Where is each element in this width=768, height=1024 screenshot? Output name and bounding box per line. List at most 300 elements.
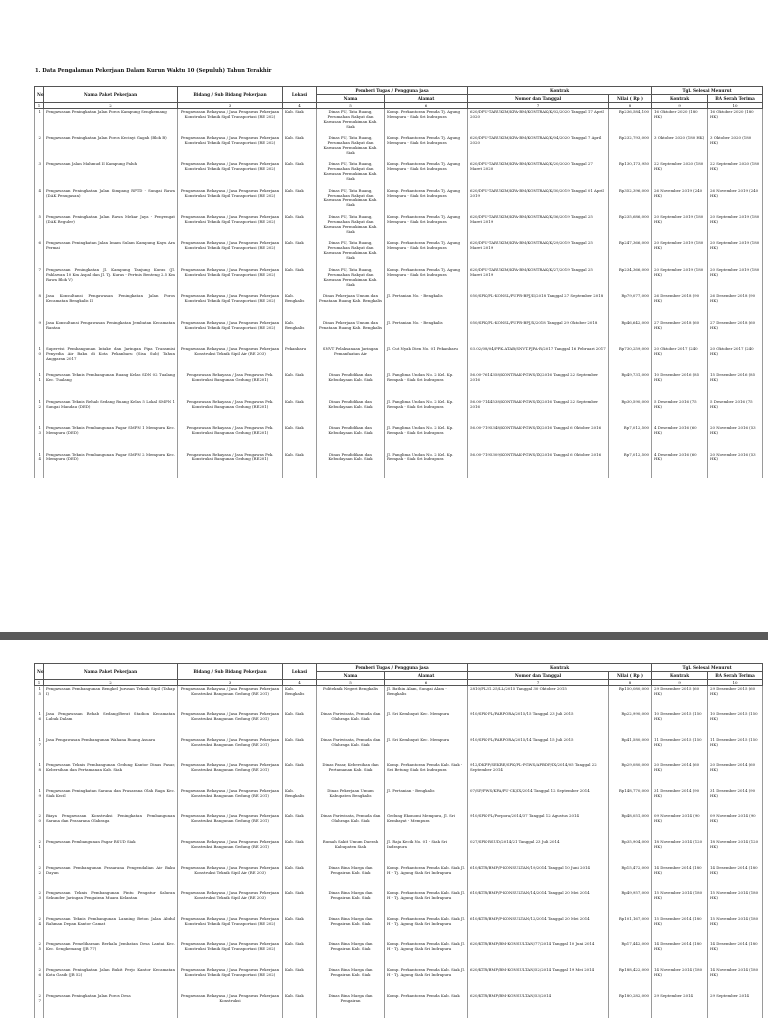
cell-paket: Pengawasan Teknis Pembangunan Lanning Beton Jalan Abdul Rahman Depan Kantor Camat	[44, 916, 178, 942]
cell-bidang: Pengawasan Rekayasa / Jasa Pengawas Pekerjaan Konstruksi Teknik Sipil Transportasi (RE 202)	[178, 967, 283, 993]
cell-bidang: Pengawasan Rekayasa / Jasa Pengawas Pekerjaan Konstruksi Teknik Sipil Transportasi (RE 202)	[178, 135, 283, 161]
cell-nilai: Rp30,590,000	[609, 399, 652, 425]
cell-lokasi: Kab. Siak	[283, 214, 317, 240]
cell-ba-date: 31 Desember 2014 (90 HK)	[708, 788, 763, 814]
cell-ba-date: 29 September 2014	[708, 993, 763, 1019]
cell-nomor: 620/KTR/BMP/BM-KONSULTAN/53/2014	[468, 993, 609, 1019]
cell-paket: Pengawasan Peningkatan Jl. Kampung Tanjung Kuras (Jl. Pahlawan 10 Km Aspal dan Jl. Tj. Kuras - Pertnis Benteng 2.5 Km Rawa Blok V)	[44, 267, 178, 293]
cell-nilai: Rp234,366,000	[609, 267, 652, 293]
cell-no: 12	[35, 399, 44, 425]
cell-ba-date: 14 November 2014 (180 HK)	[708, 967, 763, 993]
cell-alamat: Jl. Sri Kembayat Kec. Mempura	[385, 711, 468, 737]
cell-bidang: Pengawasan Rekayasa / Jasa Pengawas Pekerjaan Konstruksi Teknik Sipil Transportasi (RE 202)	[178, 109, 283, 135]
cell-instansi: Dinas Bina Marga dan Pengairan Kab. Siak	[317, 967, 385, 993]
cell-kontrak-date: 4 Desember 2016 (60 HK)	[652, 425, 708, 451]
col-number: 1	[35, 103, 44, 109]
cell-bidang: Pengawasan Rekayasa / Jasa Pengawas Pekerjaan Konstruksi Teknik Sipil Transportasi (RE 202)	[178, 941, 283, 967]
header-bidang: Bidang / Sub Bidang Pekerjaan	[178, 664, 283, 680]
cell-ba-date: 15 November 2014 (180 HK)	[708, 890, 763, 916]
cell-nomor: 620/DPU-TARUKIM/KPA-BM/KONTRAK/K/20/2020 Tanggal 27 Maret 2020	[468, 161, 609, 187]
cell-ba-date: 10 Desember 2015 (150 HK)	[708, 711, 763, 737]
cell-bidang: Pengawasan Rekayasa / Jasa Pengawas Pekerjaan Konstruksi Teknik Sipil Transportasi (RE 202)	[178, 320, 283, 346]
cell-alamat: Jl. Sri Kembayat Kec. Mempura	[385, 737, 468, 763]
cell-no: 18	[35, 762, 44, 788]
cell-nomor: 610/KTR/BMP/P-KONSULTAN/12/2014 Tanggal 20 Mei 2014	[468, 916, 609, 942]
cell-ba-date: 5 Desember 2016 (75 HK)	[708, 399, 763, 425]
cell-paket: Pengawasan Jalan Mahmud II Kampung Paluh	[44, 161, 178, 187]
cell-no: 11	[35, 372, 44, 398]
cell-lokasi: Kab. Siak	[283, 372, 317, 398]
col-number: 10	[708, 103, 763, 109]
cell-bidang: Pengawasan Rekayasa / Jasa Pengawas Pekerjaan Konstruksi	[178, 993, 283, 1019]
col-number: 6	[385, 103, 468, 109]
cell-ba-date: 20 September 2019 (180 HK)	[708, 267, 763, 293]
table-row	[35, 865, 763, 891]
cell-no: 15	[35, 686, 44, 712]
cell-kontrak-date: 20 September 2019 (180 HK)	[652, 267, 708, 293]
cell-ba-date: 27 Desember 2018 (60 HK)	[708, 320, 763, 346]
cell-kontrak-date: 20 September 2019 (180 HK)	[652, 240, 708, 266]
cell-ba-date: 15 Desember 2016 (85 HK)	[708, 372, 763, 398]
cell-no: 6	[35, 240, 44, 266]
cell-no: 3	[35, 161, 44, 187]
table-row	[35, 813, 763, 839]
cell-ba-date: 22 September 2020 (180 HK)	[708, 161, 763, 187]
cell-lokasi: Kab. Siak	[283, 993, 317, 1019]
cell-nomor: 610/KTR/BMP/P-KONSULTAN/19/2014 Tanggal 10 Juni 2014	[468, 865, 609, 891]
cell-nilai: Rp247,366,000	[609, 240, 652, 266]
table-row	[35, 214, 763, 240]
cell-no: 21	[35, 839, 44, 865]
col-number: 6	[385, 680, 468, 686]
table-row	[35, 452, 763, 478]
cell-instansi: Dinas Pendidikan dan Kebudayaan Kab. Siak	[317, 452, 385, 478]
cell-kontrak-date: 14 Desember 2014 (180 HK)	[652, 865, 708, 891]
cell-kontrak-date: 14 November 2014 (180 HK)	[652, 967, 708, 993]
cell-nomor: 56.00-7614358/KONTRAK-PGWS/IX/2016 Tanggal 22 September 2016	[468, 372, 609, 398]
cell-no: 7	[35, 267, 44, 293]
table-row	[35, 161, 763, 187]
cell-paket: Pengawasan Pemeliharaan Berkala Jembatan Desa Lantai Kec. Kec. Sengkemang (JB 77)	[44, 941, 178, 967]
cell-kontrak-date: 31 Desember 2014 (90 HK)	[652, 788, 708, 814]
cell-ba-date: 29 Desember 2015 (60 HK)	[708, 686, 763, 712]
col-number: 9	[652, 103, 708, 109]
cell-nilai: Rp235,686,000	[609, 214, 652, 240]
col-number: 7	[468, 103, 609, 109]
cell-kontrak-date: 26 November 2019 (240 HK)	[652, 188, 708, 214]
cell-no: 25	[35, 941, 44, 967]
cell-ba-date: 26 Desember 2018 (90 HK)	[708, 293, 763, 319]
cell-no: 24	[35, 916, 44, 942]
cell-nilai: Rp15,472,000	[609, 865, 652, 891]
table-row	[35, 399, 763, 425]
header-alamat: Alamat	[385, 95, 468, 103]
cell-no: 8	[35, 293, 44, 319]
experience-table-page-1	[34, 86, 763, 478]
table-row	[35, 425, 763, 451]
cell-kontrak-date: 14 Desember 2014 (180 HK)	[652, 941, 708, 967]
header-paket: Nama Paket Pekerjaan	[44, 664, 178, 680]
cell-nomor: 620/KTR/BMP/BM-KONSULTAN/52/2014 Tanggal 19 Mei 2014	[468, 967, 609, 993]
cell-nilai: Rp29,080,000	[609, 762, 652, 788]
cell-no: 22	[35, 865, 44, 891]
cell-paket: Pengawasan Peningkatan Jalan Poros Desa	[44, 993, 178, 1019]
cell-nilai: Rp79,077,000	[609, 293, 652, 319]
cell-paket: Jasa Pengawasan Pembangunan Wahana Ruang Asuara	[44, 737, 178, 763]
cell-instansi: Dinas Pendidikan dan Kebudayaan Kab. Siak	[317, 399, 385, 425]
cell-bidang: Pengawasan Rekayasa / Jasa Pengawas Pekerjaan Konstruksi Teknik Sipil Air (RE 203)	[178, 890, 283, 916]
cell-bidang: Pengawasan Rekayasa / Jasa Pengawas Pekerjaan Konstruksi Teknik Sipil Transportasi (RE 202)	[178, 240, 283, 266]
cell-paket: Pengawasan Pembangunan Pagar RSUD Siak	[44, 839, 178, 865]
cell-bidang: Pengawasan Rekayasa / Jasa Pengawas Pekerjaan Konstruksi Teknik Sipil Transportasi (RE 202)	[178, 214, 283, 240]
cell-instansi: Dinas Bina Marga dan Pengairan	[317, 993, 385, 1019]
cell-paket: Pengawasan Peningkatan Jalan Poros Kecinyi Gagah (Blok B)	[44, 135, 178, 161]
cell-nomor: 620/DPU-TARUKIM/KPA-BM/KONTRAK/K/27/2019 Tanggal 25 Maret 2019	[468, 267, 609, 293]
cell-lokasi: Kab. Siak	[283, 890, 317, 916]
cell-no: 14	[35, 452, 44, 478]
cell-lokasi: Kab. Siak	[283, 916, 317, 942]
table-row	[35, 762, 763, 788]
col-number: 10	[708, 680, 763, 686]
col-number: 8	[609, 103, 652, 109]
header-ba: BA Serah Terima	[708, 95, 763, 103]
header-kontrak: Kontrak	[468, 664, 652, 672]
table-body-page-2	[35, 686, 763, 1019]
cell-instansi: SNVT Pelaksanaan Jaringan Pemanfaatan Air	[317, 346, 385, 372]
cell-paket: Pengawasan Peningkatan Jalan Poros Kampung Sengkemang	[44, 109, 178, 135]
cell-nomor: 050/SPK/PL-KONSL/PUPR-BPJ/II/2018 Tanggal 27 September 2018	[468, 293, 609, 319]
cell-ba-date: 15 November 2014 (180 HK)	[708, 916, 763, 942]
cell-kontrak-date: 15 Desember 2014 (180 HK)	[652, 916, 708, 942]
cell-instansi: Dinas PU, Tata Ruang, Perumahan Rakyat dan Kawasan Permukiman Kab. Siak	[317, 188, 385, 214]
cell-nilai: Rp180,282,000	[609, 993, 652, 1019]
table-row	[35, 993, 763, 1019]
col-number: 9	[652, 680, 708, 686]
cell-bidang: Pengawasan Rekayasa / Jasa Pengawas Pek. Konstruksi Bangunan Gedung (RE201)	[178, 372, 283, 398]
header-alamat: Alamat	[385, 672, 468, 680]
table-row	[35, 240, 763, 266]
cell-alamat: Komp. Perkantoran Pemda Tj. Agung Mempura - Siak Sri Indrapura	[385, 188, 468, 214]
cell-no: 27	[35, 993, 44, 1019]
cell-kontrak-date: 10 Desember 2016 (85 HK)	[652, 372, 708, 398]
cell-bidang: Pengawasan Rekayasa / Jasa Pengawas Pekerjaan Konstruksi Bangunan Gedung (RE 201)	[178, 813, 283, 839]
cell-alamat: Komp. Perkantoran Pemda Kab. Siak Jl. H - Tj. Agung Siak Sri Indrapura	[385, 967, 468, 993]
table-row	[35, 135, 763, 161]
cell-instansi: Dinas Pendidikan dan Kebudayaan Kab. Siak	[317, 425, 385, 451]
cell-paket: Pengawasan Pembangunan Prasarana Pengendalian Air Baku Dayun	[44, 865, 178, 891]
cell-paket: Pengawasan Peningkatan Jalan Simpang RPTD - Sungai Rawa (DAK Penugasan)	[44, 188, 178, 214]
cell-bidang: Pengawasan Rekayasa / Jasa Pengawas Pekerjaan Konstruksi Bangunan Gedung (RE 201)	[178, 788, 283, 814]
header-nilai: Nilai ( Rp )	[609, 672, 652, 680]
cell-alamat: Jl. Panglima Undan No. 2 Kel. Kp. Rempak - Siak Sri Indrapura	[385, 425, 468, 451]
table-row	[35, 941, 763, 967]
cell-kontrak-date: 5 Desember 2016 (75 HK)	[652, 399, 708, 425]
header-lokasi: Lokasi	[283, 664, 317, 680]
cell-no: 16	[35, 711, 44, 737]
cell-lokasi: Kab. Bengkalis	[283, 788, 317, 814]
cell-alamat: Komp. Perkantoran Pemda Kab. Siak - Sei Betung Siak Sri Indrapura	[385, 762, 468, 788]
cell-instansi: Dinas Pekerjaan Umum dan Penataan Ruang Kab. Bengkalis	[317, 320, 385, 346]
header-kontrak-date: Kontrak	[652, 672, 708, 680]
cell-ba-date: 20 September 2019 (180 HK)	[708, 214, 763, 240]
cell-nilai: Rp41,580,000	[609, 737, 652, 763]
header-ba: BA Serah Terima	[708, 672, 763, 680]
cell-nilai: Rp130,173,950	[609, 161, 652, 187]
cell-lokasi: Kab. Siak	[283, 711, 317, 737]
cell-paket: Biaya Pengawasan Konstruksi Peningkatan Pembangunan Sarana dan Prasarana Olahraga	[44, 813, 178, 839]
cell-alamat: Komp. Perkantoran Pemda Kab. Siak Jl. H - Tj. Agung Siak Sri Indrapura	[385, 916, 468, 942]
cell-lokasi: Kab. Siak	[283, 399, 317, 425]
cell-kontrak-date: 22 September 2020 (180 HK)	[652, 161, 708, 187]
cell-lokasi: Kab. Siak	[283, 941, 317, 967]
cell-no: 20	[35, 813, 44, 839]
cell-alamat: Jl. Raja Kecik No. 01 - Siak Sri Indrapura	[385, 839, 468, 865]
cell-lokasi: Kab. Siak	[283, 737, 317, 763]
cell-alamat: Komp. Perkantoran Pemda Tj. Agung Mempura - Siak Sri Indrapura	[385, 109, 468, 135]
table-row	[35, 188, 763, 214]
cell-kontrak-date: 29 September 2014	[652, 993, 708, 1019]
cell-paket: Pengawasan Teknis Rehab Sedang Ruang Kelas 5 Lokal SMPN 1 Sungai Mandau (DED)	[44, 399, 178, 425]
header-no: No	[35, 87, 44, 103]
cell-bidang: Pengawasan Rekayasa / Jasa Pengawas Pekerjaan Konstruksi Teknik Sipil Transportasi (RE 202)	[178, 267, 283, 293]
cell-instansi: Dinas Pariwisata, Pemuda dan Olahraga Kab. Siak	[317, 813, 385, 839]
cell-bidang: Pengawasan Rekayasa / Jasa Pengawas Pekerjaan Konstruksi Bangunan Gedung (RE 201)	[178, 686, 283, 712]
cell-no: 23	[35, 890, 44, 916]
cell-nomor: 050/SPK/PL-KONSL/PUPR-BPJ/X/2018 Tanggal 29 Oktober 2018	[468, 320, 609, 346]
cell-nomor: 610/KTR/BMP/P-KONSULTAN/14/2014 Tanggal 20 Mei 2014	[468, 890, 609, 916]
cell-instansi: Dinas PU, Tata Ruang, Perumahan Rakyat dan Kawasan Permukiman Kab. Siak	[317, 240, 385, 266]
cell-nilai: Rp49,957,000	[609, 890, 652, 916]
cell-ba-date: 14 Desember 2014 (180 HK)	[708, 941, 763, 967]
cell-alamat: Gedung Ekonomi Mempura, Jl. Sri Kembayat - Mempura	[385, 813, 468, 839]
table-row	[35, 890, 763, 916]
cell-alamat: Jl. Panglima Undan No. 2 Kel. Kp. Rempak - Siak Sri Indrapura	[385, 372, 468, 398]
cell-ba-date: 20 Desember 2014 (60 HK)	[708, 762, 763, 788]
cell-lokasi: Pekanbaru	[283, 346, 317, 372]
cell-alamat: Jl. Cut Nyak Dien No. 01 Pekanbaru	[385, 346, 468, 372]
col-number: 1	[35, 680, 44, 686]
cell-instansi: Dinas Pekerjaan Umum dan Penataan Ruang Kab. Bengkalis	[317, 293, 385, 319]
col-number: 2	[44, 680, 178, 686]
header-pemberi: Pemberi Tugas / Pengguna jasa	[317, 664, 468, 672]
cell-bidang: Pengawasan Rekayasa / Jasa Pengawas Pekerjaan Konstruksi Teknik Sipil Air (RE 203)	[178, 346, 283, 372]
cell-alamat: Jl. Pertanian - Bengkalis	[385, 788, 468, 814]
cell-instansi: Dinas Pariwisata, Pemuda dan Olahraga Kab. Siak	[317, 737, 385, 763]
cell-nilai: Rp7,012,500	[609, 425, 652, 451]
col-number: 4	[283, 103, 317, 109]
cell-lokasi: Kab. Siak	[283, 188, 317, 214]
cell-nilai: Rp188,422,000	[609, 967, 652, 993]
cell-nomor: 027/SPK-RSUD/2014/21 Tanggal 23 Juli 2014	[468, 839, 609, 865]
cell-bidang: Pengawasan Rekayasa / Jasa Pengawas Pekerjaan Konstruksi Bangunan Gedung (RE 201)	[178, 737, 283, 763]
cell-alamat: Komp. Perkantoran Pemda Kab. Siak Jl. H - Tj. Agung Siak Sri Indrapura	[385, 941, 468, 967]
cell-kontrak-date: 26 Desember 2018 (90 HK)	[652, 293, 708, 319]
cell-instansi: Dinas PU, Tata Ruang, Perumahan Rakyat dan Kawasan Permukiman Kab. Siak	[317, 214, 385, 240]
cell-lokasi: Kab. Bengkalis	[283, 320, 317, 346]
cell-paket: Pengawasan Pembangunan Bengkel Jurusan Teknik Sipil (Tahap I)	[44, 686, 178, 712]
cell-alamat: Komp. Perkantoran Pemda Kab. Siak Jl. H - Tj. Agung Siak Sri Indrapura	[385, 865, 468, 891]
header-nilai: Nilai ( Rp )	[609, 95, 652, 103]
table-row	[35, 737, 763, 763]
col-number: 8	[609, 680, 652, 686]
cell-kontrak-date: 18 November 2014 (120 HK)	[652, 839, 708, 865]
col-number: 5	[317, 103, 385, 109]
header-nomor: Nomor dan Tanggal	[468, 95, 609, 103]
cell-kontrak-date: 11 Desember 2015 (150 HK)	[652, 737, 708, 763]
cell-lokasi: Kab. Siak	[283, 762, 317, 788]
cell-kontrak-date: 16 Oktober 2020 (180 HK)	[652, 109, 708, 135]
cell-no: 26	[35, 967, 44, 993]
cell-lokasi: Kab. Siak	[283, 813, 317, 839]
cell-bidang: Pengawasan Rekayasa / Jasa Pengawas Pekerjaan Konstruksi Teknik Sipil Transportasi (RE 202)	[178, 188, 283, 214]
table-row	[35, 967, 763, 993]
header-pemberi: Pemberi Tugas / Pengguna jasa	[317, 87, 468, 95]
cell-nomor: 03.02/08/04/PPK.ATAB/SNVT.PJPA-R/2017 Tanggal 16 Februari 2017	[468, 346, 609, 372]
table-row	[35, 267, 763, 293]
cell-nomor: 912/DKPP/SEKRE/SPK/PL-PGWS/APBDP/IX/2014/05 Tanggal 22 September 2014	[468, 762, 609, 788]
cell-kontrak-date: 10 Desember 2015 (150 HK)	[652, 711, 708, 737]
cell-nilai: Rp46,642,000	[609, 320, 652, 346]
cell-instansi: Dinas Bina Marga dan Pengairan Kab. Siak	[317, 916, 385, 942]
cell-alamat: Jl. Pertanian No. - Bengkalis	[385, 320, 468, 346]
cell-bidang: Pengawasan Rekayasa / Jasa Pengawas Pekerjaan Konstruksi Teknik Sipil Transportasi (RE 202)	[178, 916, 283, 942]
cell-nilai: Rp232,793,000	[609, 135, 652, 161]
cell-kontrak-date: 27 Desember 2018 (60 HK)	[652, 320, 708, 346]
cell-nomor: 56.00-7195309/KONTRAK-PGWS/IX/2016 Tanggal 6 Oktober 2016	[468, 452, 609, 478]
cell-alamat: Komp. Perkantoran Pemda Tj. Agung Mempura - Siak Sri Indrapura	[385, 240, 468, 266]
cell-alamat: Jl. Panglima Undan No. 2 Kel. Kp. Rempak - Siak Sri Indrapura	[385, 452, 468, 478]
cell-nomor: 620/DPU-TARUKIM/KPA-BM/KONTRAK/K/29/2019 Tanggal 25 Maret 2019	[468, 240, 609, 266]
table-row	[35, 109, 763, 135]
cell-alamat: Komp. Perkantoran Pemda Tj. Agung Mempura - Siak Sri Indrapura	[385, 267, 468, 293]
section-title: 1. Data Pengalaman Pekerjaan Dalam Kurun Waktu 10 (Sepuluh) Tahun Terakhir	[35, 68, 272, 74]
cell-bidang: Pengawasan Rekayasa / Jasa Pengawas Pekerjaan Konstruksi Teknik Sipil Transportasi (RE 202)	[178, 293, 283, 319]
cell-lokasi: Kab. Siak	[283, 452, 317, 478]
cell-no: 17	[35, 737, 44, 763]
cell-kontrak-date: 4 Desember 2016 (60 HK)	[652, 452, 708, 478]
header-tgl-selesai: Tgl. Selesai Menurut	[652, 87, 763, 95]
cell-nomor: 2810/PL31.25/LL/2015 Tanggal 30 Oktober 2015	[468, 686, 609, 712]
cell-nilai: Rp48,051,000	[609, 813, 652, 839]
cell-instansi: Dinas Bina Marga dan Pengairan Kab. Siak	[317, 890, 385, 916]
cell-paket: Pengawasan Teknis Pembangunan Pagar SMPN 1 Mempura Kec. Mempura (DED)	[44, 425, 178, 451]
cell-paket: Jasa Konsultansi Pengawasan Peningkatan Jembatan Kecamatan Rantau	[44, 320, 178, 346]
cell-paket: Supervisi Pembangunan Intake dan Jaringan Pipa Transmisi Penyedia Air Baku di Kota Pekanbaru (Sisa Sub) Tahun Anggaran 2017	[44, 346, 178, 372]
col-number: 7	[468, 680, 609, 686]
cell-nomor: 620/DPU-TARUKIM/KPA-BM/KONTRAK/K/30/2019 Tanggal 01 April 2019	[468, 188, 609, 214]
cell-ba-date: 11 Desember 2015 (150 HK)	[708, 737, 763, 763]
cell-instansi: Dinas Pasar, Kebersihan dan Pertamanan Kab. Siak	[317, 762, 385, 788]
table-row	[35, 320, 763, 346]
cell-lokasi: Kab. Siak	[283, 839, 317, 865]
header-nama: Nama	[317, 95, 385, 103]
cell-lokasi: Kab. Bengkalis	[283, 686, 317, 712]
cell-nilai: Rp35,904,000	[609, 839, 652, 865]
cell-nilai: Rp236,584,100	[609, 109, 652, 135]
cell-kontrak-date: 15 November 2014 (180 HK)	[652, 890, 708, 916]
cell-no: 10	[35, 346, 44, 372]
header-nomor: Nomor dan Tanggal	[468, 672, 609, 680]
cell-nilai: Rp730,259,000	[609, 346, 652, 372]
cell-no: 1	[35, 109, 44, 135]
col-number: 5	[317, 680, 385, 686]
cell-nilai: Rp22,990,000	[609, 711, 652, 737]
cell-ba-date: 26 November 2019 (240 HK)	[708, 188, 763, 214]
cell-ba-date: 20 Oktober 2017 (240 HK)	[708, 346, 763, 372]
cell-nomor: 620/DPU-TARUKIM/KPA-BM/KONTRAK/K/02/2020 Tanggal 17 April 2020	[468, 109, 609, 135]
cell-no: 2	[35, 135, 44, 161]
header-lokasi: Lokasi	[283, 87, 317, 103]
cell-nomor: 620/KTR/BMP/BM-KONSULTAN/77/2014 Tanggal 10 Juni 2014	[468, 941, 609, 967]
cell-kontrak-date: 09 November 2014 (90 HK)	[652, 813, 708, 839]
document-page-2	[0, 640, 768, 1024]
cell-lokasi: Kab. Siak	[283, 865, 317, 891]
header-kontrak-date: Kontrak	[652, 95, 708, 103]
cell-ba-date: 18 November 2014 (120 HK)	[708, 839, 763, 865]
header-nama: Nama	[317, 672, 385, 680]
cell-bidang: Pengawasan Rekayasa / Jasa Pengawas Pekerjaan Konstruksi Bangunan Gedung (RE 201)	[178, 762, 283, 788]
cell-nilai: Rp17,442,000	[609, 941, 652, 967]
cell-no: 5	[35, 214, 44, 240]
cell-lokasi: Kab. Bengkalis	[283, 293, 317, 319]
table-row	[35, 839, 763, 865]
cell-nilai: Rp49,731,000	[609, 372, 652, 398]
cell-paket: Pengawasan Peningkatan Jalan Bukit Perjo Kantor Kecamatan Kota Gasib (JB 52)	[44, 967, 178, 993]
cell-instansi: Dinas PU, Tata Ruang, Perumahan Rakyat dan Kawasan Permukiman Kab. Siak	[317, 267, 385, 293]
cell-nomor: 910/SPK-PL/PARPORA/2015/15 Tanggal 23 Juli 2015	[468, 711, 609, 737]
cell-alamat: Jl. Bathin Alam, Sungai Alam - Bengkalis	[385, 686, 468, 712]
cell-lokasi: Kab. Siak	[283, 425, 317, 451]
cell-instansi: Dinas PU, Tata Ruang, Perumahan Rakyat dan Kawasan Permukiman Kab. Siak	[317, 135, 385, 161]
cell-kontrak-date: 20 Desember 2014 (60 HK)	[652, 762, 708, 788]
cell-ba-date: 14 Desember 2014 (180 HK)	[708, 865, 763, 891]
cell-lokasi: Kab. Siak	[283, 267, 317, 293]
cell-bidang: Pengawasan Rekayasa / Jasa Pengawas Pekerjaan Konstruksi Teknik Sipil Transportasi (RE 202)	[178, 161, 283, 187]
cell-ba-date: 20 September 2019 (180 HK)	[708, 240, 763, 266]
cell-nilai: Rp352,396,000	[609, 188, 652, 214]
cell-nilai: Rp148,770,000	[609, 788, 652, 814]
header-kontrak: Kontrak	[468, 87, 652, 95]
cell-lokasi: Kab. Siak	[283, 109, 317, 135]
cell-paket: Pengawasan Teknis Pembangunan Gedung Kantor Dinas Pasar, Kebersihan dan Pertamanan Kab. Siak	[44, 762, 178, 788]
cell-no: 9	[35, 320, 44, 346]
header-no: No	[35, 664, 44, 680]
cell-nomor: 56.00-7144538/KONTRAK-PGWS/IX/2016 Tanggal 22 September 2016	[468, 399, 609, 425]
table-row	[35, 916, 763, 942]
cell-paket: Pengawasan Teknis Pembangunan Pintu Pengatur Saluran Sekunder Jaringan Pengairan Muara Kelantan	[44, 890, 178, 916]
cell-nomor: 620/DPU-TARUKIM/KPA-BM/KONTRAK/K/36/2019 Tanggal 25 Maret 2019	[468, 214, 609, 240]
cell-bidang: Pengawasan Rekayasa / Jasa Pengawas Pek. Konstruksi Bangunan Gedung (RE201)	[178, 452, 283, 478]
cell-no: 19	[35, 788, 44, 814]
cell-nomor: 56.00-7195348/KONTRAK-PGWS/IX/2016 Tanggal 6 Oktober 2016	[468, 425, 609, 451]
cell-kontrak-date: 3 Oktober 2020 (180 HK)	[652, 135, 708, 161]
cell-bidang: Pengawasan Rekayasa / Jasa Pengawas Pekerjaan Konstruksi Bangunan Gedung (RE 201)	[178, 839, 283, 865]
cell-bidang: Pengawasan Rekayasa / Jasa Pengawas Pek. Konstruksi Bangunan Gedung (RE201)	[178, 425, 283, 451]
experience-table-page-2	[34, 663, 763, 1018]
header-tgl-selesai: Tgl. Selesai Menurut	[652, 664, 763, 672]
cell-no: 4	[35, 188, 44, 214]
cell-alamat: Jl. Panglima Undan No. 2 Kel. Kp. Rempak - Siak Sri Indrapura	[385, 399, 468, 425]
cell-bidang: Pengawasan Rekayasa / Jasa Pengawas Pekerjaan Konstruksi Bangunan Gedung (RE 201)	[178, 711, 283, 737]
cell-ba-date: 16 Oktober 2020 (180 HK)	[708, 109, 763, 135]
cell-ba-date: 20 November 2016 (53 HK)	[708, 452, 763, 478]
cell-instansi: Dinas PU, Tata Ruang, Perumahan Rakyat dan Kawasan Permukiman Kab. Siak	[317, 109, 385, 135]
col-number: 3	[178, 103, 283, 109]
cell-instansi: Rumah Sakit Umum Daerah Kabupaten Siak	[317, 839, 385, 865]
cell-alamat: Komp. Perkantoran Pemda Tj. Agung Mempura - Siak Sri Indrapura	[385, 135, 468, 161]
table-row	[35, 788, 763, 814]
cell-bidang: Pengawasan Rekayasa / Jasa Pengawas Pek. Konstruksi Bangunan Gedung (RE201)	[178, 399, 283, 425]
